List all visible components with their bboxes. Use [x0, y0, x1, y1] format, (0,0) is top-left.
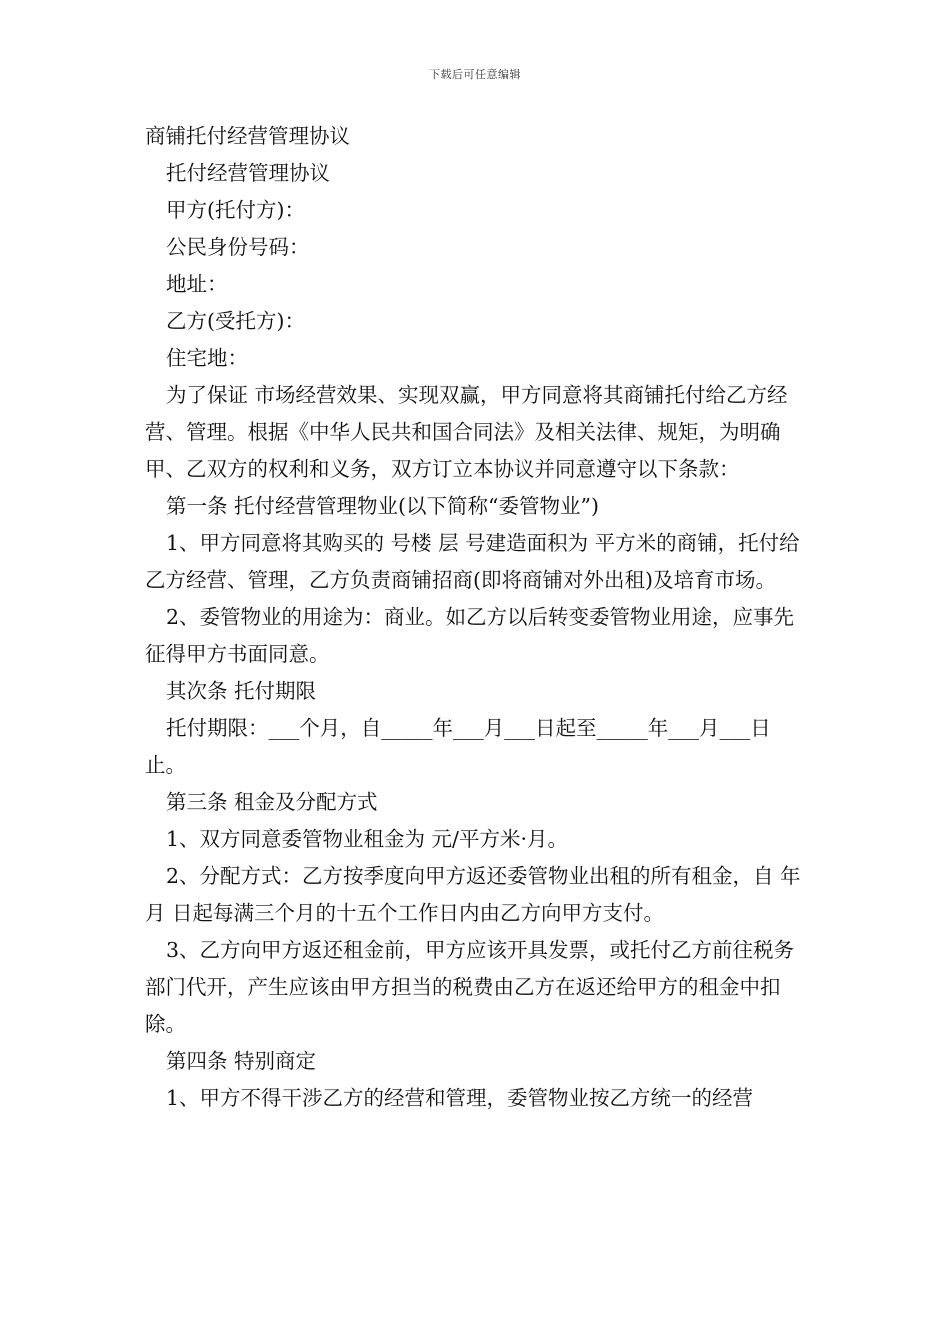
- header-note: 下载后可任意编辑: [429, 68, 521, 81]
- party-a-field: 甲方(托付方)：: [166, 198, 305, 222]
- party-b-field: 乙方(受托方)：: [166, 309, 305, 333]
- agreement-subtitle: 托付经营管理协议: [166, 161, 330, 185]
- article-4-clause-1: 1、甲方不得干涉乙方的经营和管理，委管物业按乙方统一的经营: [166, 1086, 754, 1110]
- article-3-clause-3: 3、乙方向甲方返还租金前，甲方应该开具发票，或托付乙方前往税务部门代开，产生应该由甲方担当的税费由乙方在返还给甲方的租金中扣除。: [145, 938, 795, 1036]
- document-body: [145, 118, 810, 1117]
- article-4-heading: 第四条 特别商定: [166, 1049, 317, 1073]
- document-title: 商铺托付经营管理协议: [145, 124, 350, 148]
- address-field: 地址：: [166, 272, 228, 296]
- article-1-heading: 第一条 托付经营管理物业(以下简称“委管物业”): [166, 494, 599, 518]
- article-3-heading: 第三条 租金及分配方式: [166, 790, 378, 814]
- article-3-clause-2: 2、分配方式：乙方按季度向甲方返还委管物业出租的所有租金，自 年 月 日起每满三个月的十五个工作日内由乙方向甲方支付。: [145, 864, 801, 925]
- article-1-clause-1: 1、甲方同意将其购买的 号楼 层 号建造面积为 平方米的商铺，托付给乙方经营、管理，乙方负责商铺招商(即将商铺对外出租)及培育市场。: [145, 531, 800, 592]
- residence-field: 住宅地：: [166, 346, 248, 370]
- preamble-paragraph: 为了保证 市场经营效果、实现双赢，甲方同意将其商铺托付给乙方经营、管理。根据《中华人民共和国合同法》及相关法律、规矩，为明确甲、乙双方的权利和义务，双方订立本协议并同意遵守以下条款：: [145, 383, 788, 481]
- article-1-clause-2: 2、委管物业的用途为：商业。如乙方以后转变委管物业用途，应事先征得甲方书面同意。: [145, 605, 795, 666]
- article-3-clause-1: 1、双方同意委管物业租金为 元/平方米·月。: [166, 827, 568, 851]
- article-2-heading: 其次条 托付期限: [166, 679, 317, 703]
- article-2-term-clause: 托付期限：___个月，自_____年___月___日起至_____年___月___日止。: [145, 716, 771, 777]
- id-number-field: 公民身份号码：: [166, 235, 310, 259]
